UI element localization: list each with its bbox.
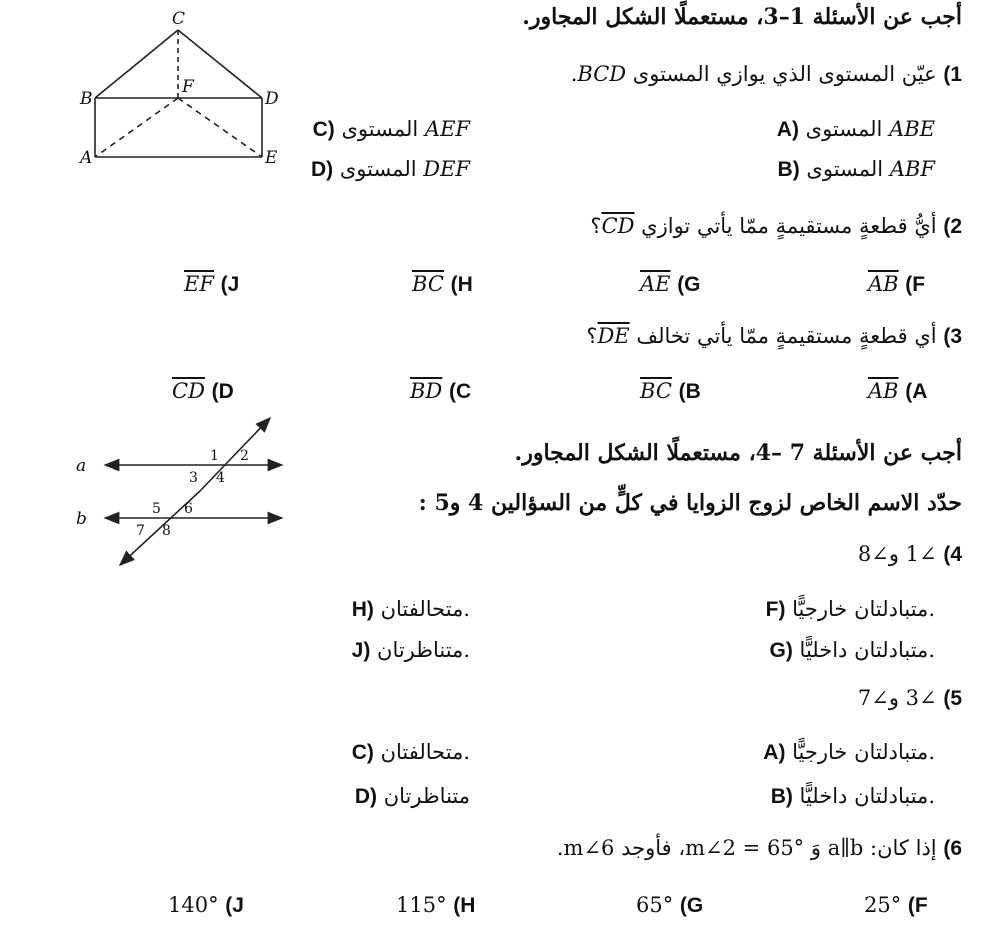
q4-option-j[interactable]: J) متناظرتان. <box>351 638 470 662</box>
hidden-edge-fe <box>178 98 262 157</box>
transversal-figure <box>70 410 300 570</box>
angle-3-label: 3 <box>189 470 198 486</box>
q4-text: ∠1 و∠8 <box>857 542 937 566</box>
q5-text: ∠3 و∠7 <box>857 686 937 710</box>
q2-ref-segment: CD <box>601 214 635 238</box>
label-a: A <box>80 148 93 168</box>
angle-4-label: 4 <box>216 470 225 486</box>
edge-cb <box>95 30 178 98</box>
q6-option-g[interactable]: 65° (G <box>636 893 704 917</box>
q3-stem: 3) أي قطعةٍ مستقيمةٍ ممّا يأتي تخالف DE؟ <box>586 324 962 348</box>
q2-text: أيُّ قطعةٍ مستقيمةٍ ممّا يأتي توازي <box>641 214 937 238</box>
q1-text: عيّن المستوى الذي يوازي المستوى <box>632 62 937 86</box>
prism-figure <box>60 0 300 180</box>
q5-option-c[interactable]: C) متحالفتان. <box>351 740 470 764</box>
q3-ref-segment: DE <box>597 324 630 348</box>
section1-instruction: أجب عن الأسئلة 1–3، مستعملًا الشكل المجاور. <box>522 4 962 30</box>
q4-stem: 4) ∠1 و∠8 <box>857 542 962 566</box>
hidden-edge-fa <box>95 98 178 157</box>
q5-option-a[interactable]: A) متبادلتان خارجيًّا. <box>763 740 935 764</box>
q6-text: إذا كان: a∥b وَ m∠2 = 65°، فأوجد m∠6. <box>556 836 937 860</box>
q5-option-b[interactable]: B) متبادلتان داخليًّا. <box>770 784 935 808</box>
label-d: D <box>265 89 279 109</box>
q1-ref-plane: BCD <box>577 62 627 86</box>
q5-stem: 5) ∠3 و∠7 <box>857 686 962 710</box>
q4-option-f[interactable]: F) متبادلتان خارجيًّا. <box>765 597 935 621</box>
label-f: F <box>182 77 194 97</box>
angle-7-label: 7 <box>136 523 145 539</box>
q3-option-c[interactable]: $\overline{BD}$ (C <box>410 379 472 403</box>
q4-option-g[interactable]: G) متبادلتان داخليًّا. <box>769 638 935 662</box>
q6-option-h[interactable]: 115° (H <box>396 893 476 917</box>
q4-option-h[interactable]: H) متحالفتان. <box>351 597 470 621</box>
angle-8-label: 8 <box>162 523 171 539</box>
angle-1-label: 1 <box>210 448 219 464</box>
section2-subinstruction: حدّد الاسم الخاص لزوج الزوايا في كلٍّ من السؤالين 4 و5 : <box>418 490 962 516</box>
label-b: B <box>80 89 93 109</box>
q5-option-d[interactable]: D) متناظرتان <box>354 784 470 808</box>
q1-number: 1) <box>943 63 962 86</box>
q2-option-j[interactable]: $\overline{EF}$ (J <box>184 272 240 296</box>
q1-option-a[interactable]: A) المستوى ABE <box>776 117 935 141</box>
q1-option-b[interactable]: B) المستوى ABF <box>777 157 935 181</box>
angle-2-label: 2 <box>240 448 249 464</box>
label-e: E <box>265 148 278 168</box>
q6-option-f[interactable]: 25° (F <box>864 893 928 917</box>
label-c: C <box>172 9 186 29</box>
q1-option-c[interactable]: C) المستوى AEF <box>312 117 470 141</box>
angle-6-label: 6 <box>184 501 193 517</box>
line-a-label: a <box>76 456 87 476</box>
q6-stem: 6) إذا كان: a∥b وَ m∠2 = 65°، فأوجد m∠6. <box>556 836 962 860</box>
section2-instruction: أجب عن الأسئلة 7 –4، مستعملًا الشكل المجاور. <box>514 440 962 466</box>
q2-option-h[interactable]: $\overline{BC}$ (H <box>412 272 473 296</box>
q1-option-d[interactable]: D) المستوى DEF <box>310 157 470 181</box>
q3-text: أي قطعةٍ مستقيمةٍ ممّا يأتي تخالف <box>636 324 937 348</box>
q2-stem: 2) أيُّ قطعةٍ مستقيمةٍ ممّا يأتي توازي CD؟ <box>590 214 962 238</box>
q1-stem: 1) عيّن المستوى الذي يوازي المستوى BCD. <box>570 62 962 86</box>
q2-option-f[interactable]: $\overline{AB}$ (F <box>868 272 926 296</box>
angle-5-label: 5 <box>152 501 161 517</box>
q2-option-g[interactable]: $\overline{AE}$ (G <box>640 272 701 296</box>
q3-option-a[interactable]: $\overline{AB}$ (A <box>868 379 928 403</box>
q6-option-j[interactable]: 140° (J <box>168 893 244 917</box>
line-b-label: b <box>76 509 87 529</box>
q3-option-d[interactable]: $\overline{CD}$ (D <box>172 379 234 403</box>
q3-option-b[interactable]: $\overline{BC}$ (B <box>640 379 701 403</box>
